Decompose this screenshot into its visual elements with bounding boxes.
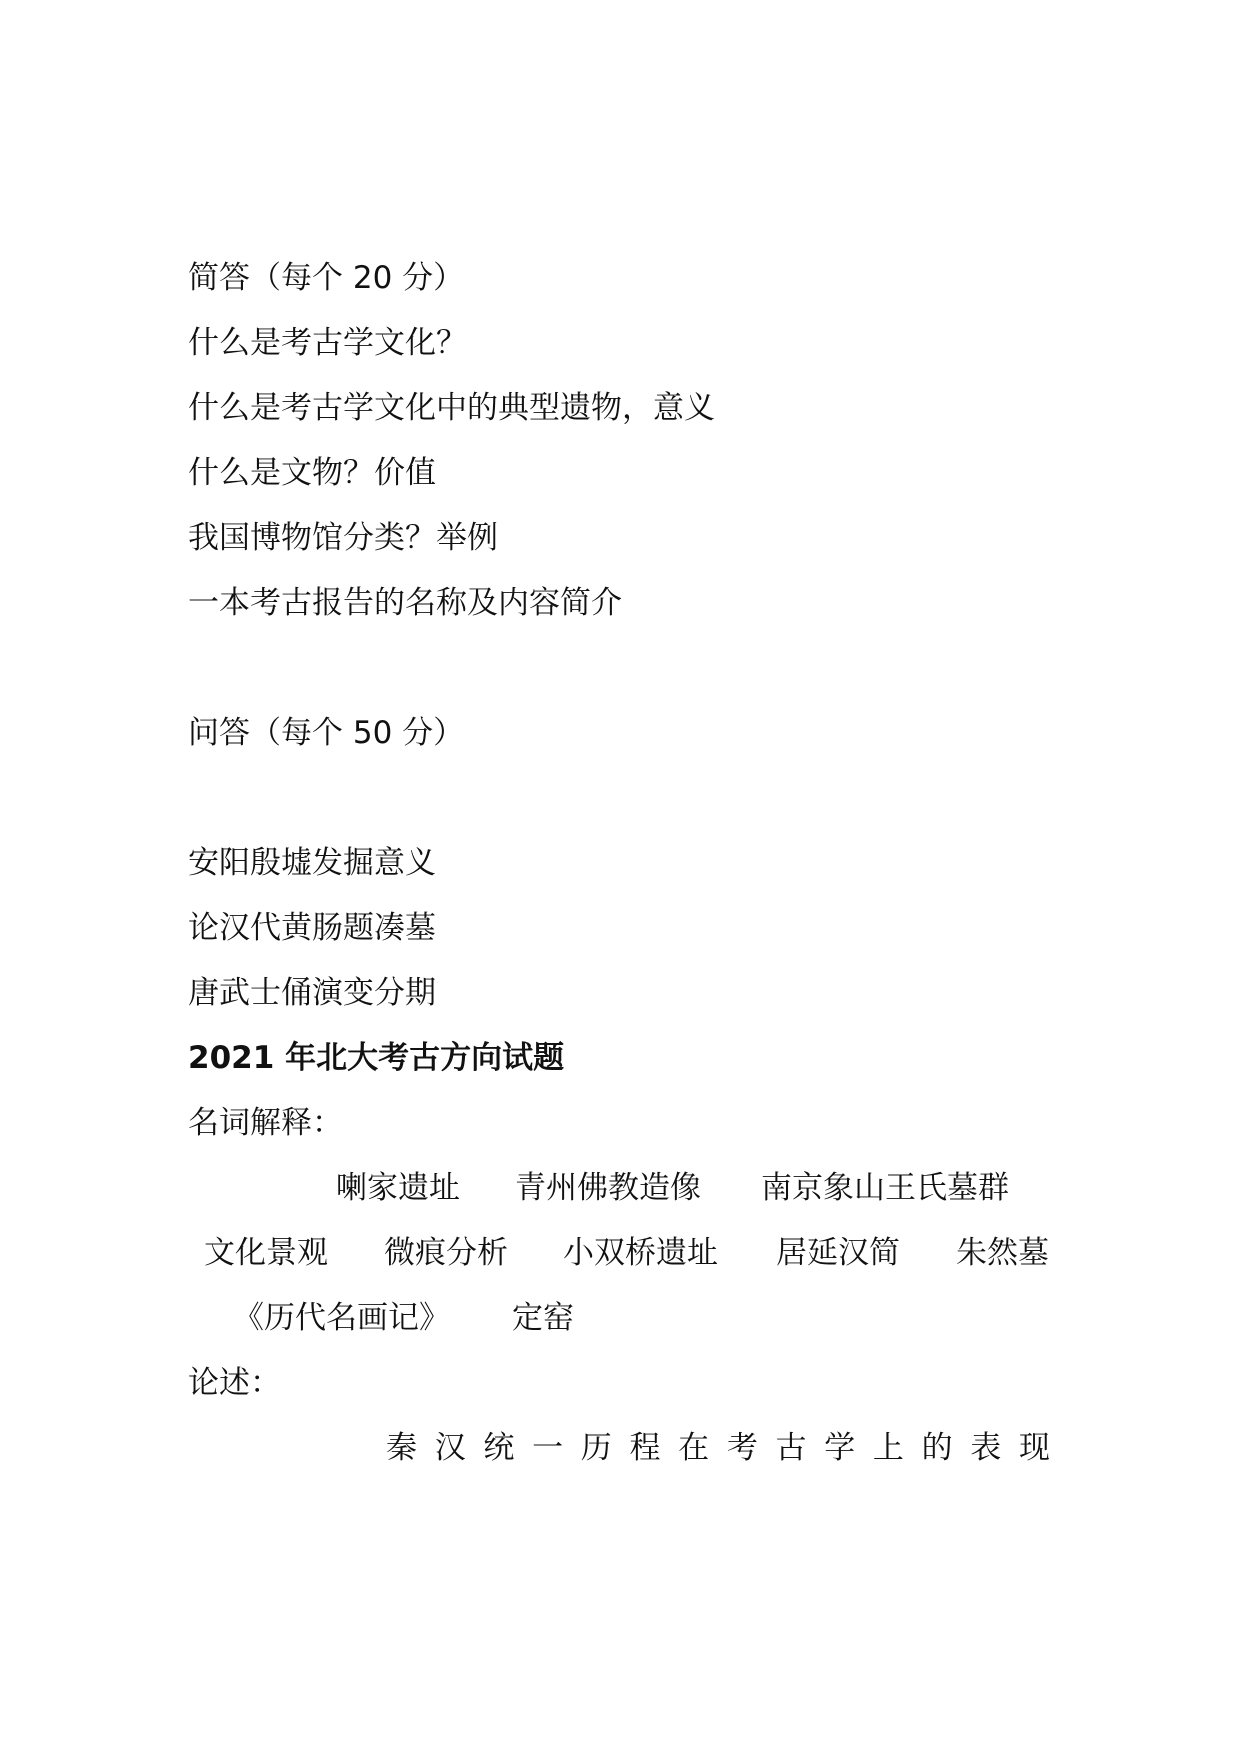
discussion-char: 历 [580,1430,612,1466]
discussion-label: 论述： [188,1365,281,1401]
discussion-char: 上 [872,1430,904,1466]
discussion-char: 一 [532,1430,564,1466]
term-item: 微痕分析 [384,1235,508,1271]
discussion-char: 秦 [386,1430,417,1466]
term-item: 定窑 [512,1300,574,1336]
terms-label: 名词解释： [188,1105,343,1141]
essay-question-2: 论汉代黄肠题凑墓 [188,910,436,946]
discussion-char: 学 [824,1430,856,1466]
term-item: 文化景观 [204,1235,328,1271]
term-item: 《历代名画记》 [233,1300,450,1336]
discussion-char: 现 [1018,1430,1050,1466]
discussion-char: 在 [678,1430,710,1466]
short-answer-question-5: 一本考古报告的名称及内容简介 [188,585,622,621]
term-item: 青州佛教造像 [515,1170,701,1206]
term-item: 南京象山王氏墓群 [761,1170,1009,1206]
essay-question-3: 唐武士俑演变分期 [188,975,436,1011]
term-item: 喇家遗址 [336,1170,460,1206]
term-item: 小双桥遗址 [563,1235,718,1271]
discussion-char: 古 [775,1430,807,1466]
discussion-char: 汉 [434,1430,466,1466]
term-item: 居延汉简 [776,1235,900,1271]
short-answer-heading: 简答（每个 20 分） [188,260,465,296]
short-answer-question-1: 什么是考古学文化？ [188,325,467,361]
discussion-char: 程 [629,1430,661,1466]
short-answer-question-4: 我国博物馆分类？举例 [188,520,498,556]
short-answer-question-3: 什么是文物？价值 [188,455,436,491]
discussion-topic [386,1428,1050,1468]
discussion-char: 统 [483,1430,515,1466]
essay-question-1: 安阳殷墟发掘意义 [188,845,436,881]
essay-heading: 问答（每个 50 分） [188,715,465,751]
short-answer-question-2: 什么是考古学文化中的典型遗物，意义 [188,390,715,426]
term-item: 朱然墓 [956,1235,1049,1271]
discussion-char: 的 [921,1430,953,1466]
discussion-char: 考 [726,1430,758,1466]
exam-2021-title: 2021 年北大考古方向试题 [188,1040,565,1076]
discussion-char: 表 [970,1430,1002,1466]
